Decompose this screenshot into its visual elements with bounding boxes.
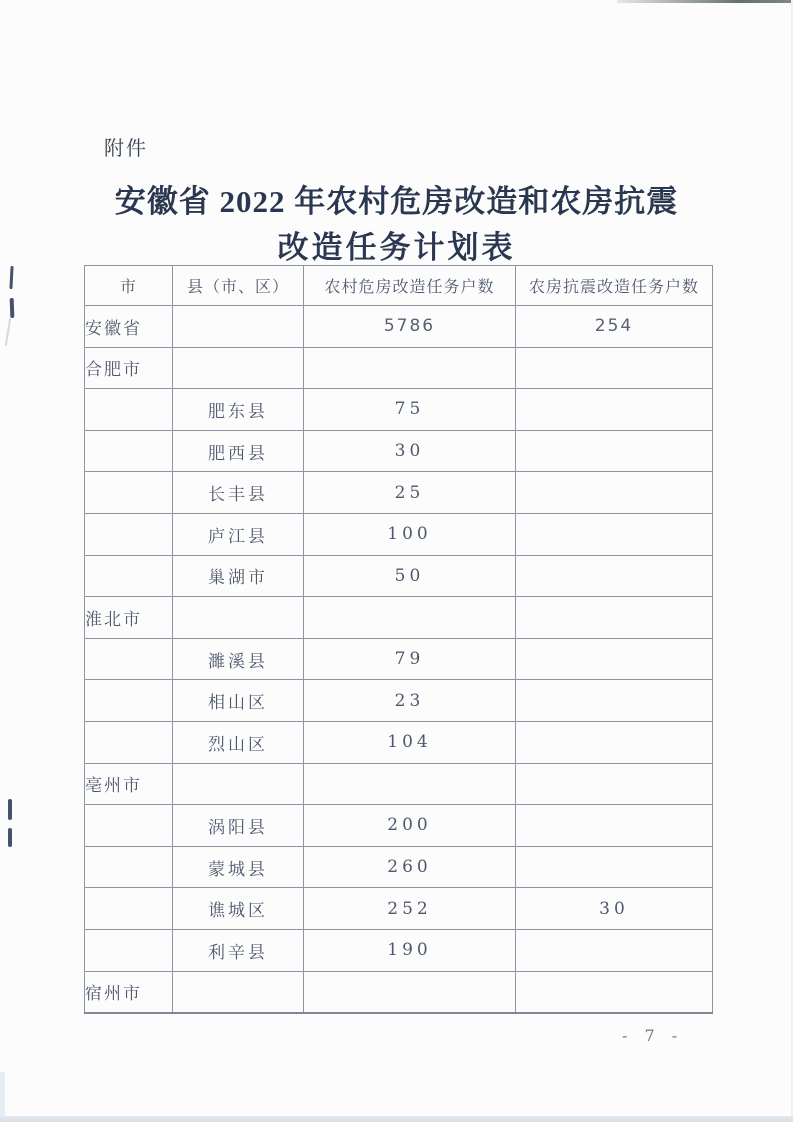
cell-seismic-count	[516, 721, 713, 763]
cell-seismic-count	[516, 763, 713, 805]
cell-county	[173, 971, 304, 1013]
table-row	[85, 638, 713, 680]
cell-seismic-count	[516, 347, 713, 389]
col-header-county: 县（市、区）	[173, 266, 304, 306]
cell-renovation-count: 75	[304, 389, 516, 431]
cell-city	[85, 638, 173, 680]
cell-county: 肥西县	[173, 430, 304, 472]
cell-city	[85, 805, 173, 847]
cell-city: 合肥市	[85, 347, 173, 389]
page-number: - 7 -	[622, 1026, 684, 1045]
cell-renovation-count: 25	[304, 472, 516, 514]
cell-county: 肥东县	[173, 389, 304, 431]
cell-city	[85, 721, 173, 763]
cell-seismic-count: 254	[516, 306, 713, 348]
cell-renovation-count: 252	[304, 888, 516, 930]
cell-city: 安徽省	[85, 306, 173, 348]
attachment-label: 附件	[104, 138, 148, 160]
cell-renovation-count: 104	[304, 721, 516, 763]
col-header-seismic-count: 农房抗震改造任务户数	[516, 266, 713, 306]
cell-city	[85, 472, 173, 514]
table-row	[85, 472, 713, 514]
cell-renovation-count: 23	[304, 680, 516, 722]
cell-city	[85, 513, 173, 555]
col-header-city: 市	[85, 266, 173, 306]
cell-renovation-count: 190	[304, 929, 516, 971]
margin-ink-mark	[8, 799, 12, 820]
table-row	[85, 597, 713, 639]
cell-seismic-count	[516, 555, 713, 597]
table-row	[85, 763, 713, 805]
col-header-renovation-count: 农村危房改造任务户数	[304, 266, 516, 306]
cell-county: 蒙城县	[173, 846, 304, 888]
cell-renovation-count: 30	[304, 430, 516, 472]
renovation-plan-table	[84, 265, 713, 1014]
cell-seismic-count	[516, 430, 713, 472]
table-row	[85, 805, 713, 847]
cell-county: 庐江县	[173, 513, 304, 555]
cell-county: 长丰县	[173, 472, 304, 514]
cell-seismic-count	[516, 805, 713, 847]
cell-county: 涡阳县	[173, 805, 304, 847]
cell-county: 谯城区	[173, 888, 304, 930]
cell-county	[173, 306, 304, 348]
cell-seismic-count	[516, 929, 713, 971]
cell-seismic-count	[516, 638, 713, 680]
cell-county	[173, 763, 304, 805]
cell-renovation-count: 100	[304, 513, 516, 555]
cell-county: 烈山区	[173, 721, 304, 763]
cell-renovation-count	[304, 763, 516, 805]
cell-city: 淮北市	[85, 597, 173, 639]
table-row	[85, 680, 713, 722]
cell-renovation-count: 50	[304, 555, 516, 597]
document-title-line1: 安徽省 2022 年农村危房改造和农房抗震	[114, 184, 679, 219]
table-row	[85, 888, 713, 930]
margin-ink-mark	[8, 828, 12, 847]
cell-county: 巢湖市	[173, 555, 304, 597]
table-row	[85, 929, 713, 971]
cell-seismic-count	[516, 389, 713, 431]
margin-ink-mark	[9, 266, 13, 289]
document-title-line2: 改造任务计划表	[277, 230, 516, 265]
cell-seismic-count	[516, 680, 713, 722]
cell-county	[173, 347, 304, 389]
scan-edge-artifact-top	[617, 0, 793, 3]
cell-county	[173, 597, 304, 639]
scan-edge-artifact-bottom	[0, 1116, 793, 1122]
cell-renovation-count	[304, 597, 516, 639]
margin-ink-mark	[5, 318, 11, 346]
cell-city: 宿州市	[85, 971, 173, 1013]
cell-seismic-count: 30	[516, 888, 713, 930]
cell-county: 利辛县	[173, 929, 304, 971]
table-row	[85, 846, 713, 888]
cell-renovation-count: 260	[304, 846, 516, 888]
cell-seismic-count	[516, 472, 713, 514]
cell-city	[85, 929, 173, 971]
table-row	[85, 389, 713, 431]
table-header-row	[85, 266, 713, 306]
cell-renovation-count: 5786	[304, 306, 516, 348]
table-row	[85, 347, 713, 389]
table-row	[85, 513, 713, 555]
scan-edge-artifact-bottom-left	[0, 1072, 5, 1117]
cell-city	[85, 389, 173, 431]
table-row	[85, 971, 713, 1013]
table-row	[85, 430, 713, 472]
cell-city	[85, 846, 173, 888]
cell-city: 亳州市	[85, 763, 173, 805]
cell-renovation-count	[304, 971, 516, 1013]
table-row	[85, 721, 713, 763]
cell-seismic-count	[516, 597, 713, 639]
cell-city	[85, 430, 173, 472]
cell-city	[85, 888, 173, 930]
margin-ink-mark	[10, 298, 15, 318]
cell-city	[85, 555, 173, 597]
cell-seismic-count	[516, 971, 713, 1013]
cell-renovation-count: 200	[304, 805, 516, 847]
cell-renovation-count	[304, 347, 516, 389]
cell-seismic-count	[516, 513, 713, 555]
table-row	[85, 306, 713, 348]
cell-city	[85, 680, 173, 722]
table-row	[85, 555, 713, 597]
cell-county: 濉溪县	[173, 638, 304, 680]
cell-county: 相山区	[173, 680, 304, 722]
cell-seismic-count	[516, 846, 713, 888]
cell-renovation-count: 79	[304, 638, 516, 680]
